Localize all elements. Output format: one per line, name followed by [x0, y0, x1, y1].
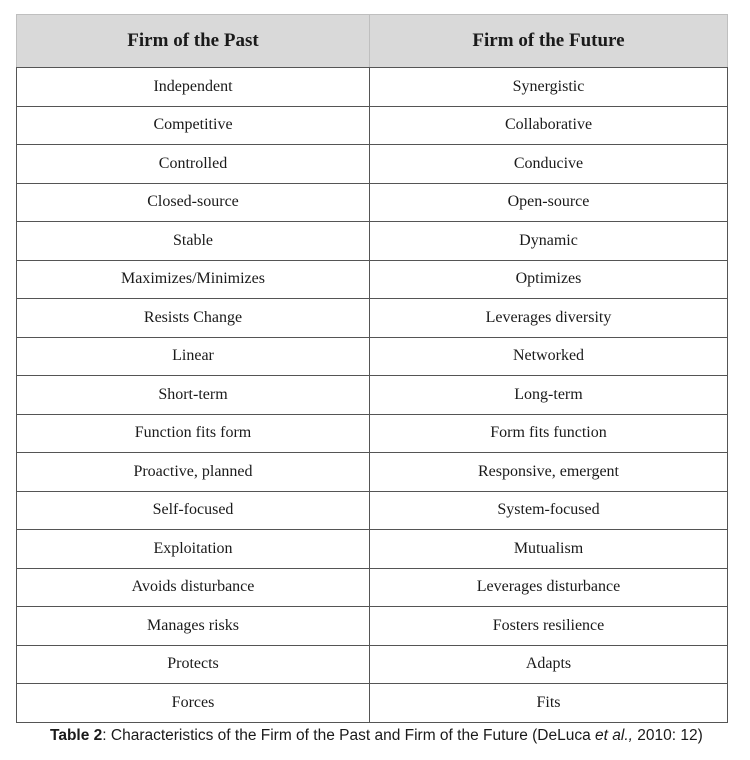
cell-firm-of-the-past: Avoids disturbance — [17, 568, 370, 607]
table-body — [17, 68, 728, 723]
cell-firm-of-the-future: Fits — [370, 684, 728, 723]
table-row — [17, 299, 728, 338]
table-caption — [50, 727, 703, 745]
table-row — [17, 106, 728, 145]
cell-firm-of-the-past: Short-term — [17, 376, 370, 415]
table-row — [17, 607, 728, 646]
cell-firm-of-the-future: Open-source — [370, 183, 728, 222]
cell-firm-of-the-past: Closed-source — [17, 183, 370, 222]
table-row — [17, 684, 728, 723]
cell-firm-of-the-future: Mutualism — [370, 530, 728, 569]
cell-firm-of-the-past: Resists Change — [17, 299, 370, 338]
caption-italic: et al., — [595, 727, 633, 744]
table-row — [17, 453, 728, 492]
cell-firm-of-the-future: Conducive — [370, 145, 728, 184]
cell-firm-of-the-future: Adapts — [370, 645, 728, 684]
cell-firm-of-the-future: Form fits function — [370, 414, 728, 453]
comparison-table — [16, 14, 728, 723]
table-row — [17, 568, 728, 607]
cell-firm-of-the-past: Stable — [17, 222, 370, 261]
table-header — [17, 15, 728, 68]
header-row — [17, 15, 728, 68]
cell-firm-of-the-future: Leverages disturbance — [370, 568, 728, 607]
cell-firm-of-the-past: Forces — [17, 684, 370, 723]
cell-firm-of-the-future: Fosters resilience — [370, 607, 728, 646]
table-row — [17, 260, 728, 299]
cell-firm-of-the-past: Competitive — [17, 106, 370, 145]
cell-firm-of-the-past: Proactive, planned — [17, 453, 370, 492]
comparison-table-container — [16, 14, 727, 723]
cell-firm-of-the-future: Networked — [370, 337, 728, 376]
table-row — [17, 337, 728, 376]
cell-firm-of-the-future: Long-term — [370, 376, 728, 415]
cell-firm-of-the-past: Self-focused — [17, 491, 370, 530]
header-firm-of-the-past: Firm of the Past — [17, 15, 370, 68]
cell-firm-of-the-past: Protects — [17, 645, 370, 684]
cell-firm-of-the-future: Leverages diversity — [370, 299, 728, 338]
cell-firm-of-the-future: Synergistic — [370, 68, 728, 107]
table-row — [17, 68, 728, 107]
cell-firm-of-the-past: Function fits form — [17, 414, 370, 453]
table-row — [17, 491, 728, 530]
table-row — [17, 414, 728, 453]
header-firm-of-the-future: Firm of the Future — [370, 15, 728, 68]
table-row — [17, 183, 728, 222]
cell-firm-of-the-past: Manages risks — [17, 607, 370, 646]
cell-firm-of-the-past: Independent — [17, 68, 370, 107]
cell-firm-of-the-past: Exploitation — [17, 530, 370, 569]
caption-text-after: 2010: 12) — [632, 727, 703, 744]
cell-firm-of-the-past: Linear — [17, 337, 370, 376]
caption-text-before: : Characteristics of the Firm of the Past and Firm of the Future (DeLuca — [102, 727, 596, 744]
cell-firm-of-the-future: Responsive, emergent — [370, 453, 728, 492]
cell-firm-of-the-future: System-focused — [370, 491, 728, 530]
table-row — [17, 145, 728, 184]
caption-label: Table 2 — [50, 727, 103, 744]
table-row — [17, 645, 728, 684]
cell-firm-of-the-future: Collaborative — [370, 106, 728, 145]
table-row — [17, 376, 728, 415]
table-row — [17, 530, 728, 569]
cell-firm-of-the-past: Controlled — [17, 145, 370, 184]
cell-firm-of-the-future: Dynamic — [370, 222, 728, 261]
table-row — [17, 222, 728, 261]
cell-firm-of-the-past: Maximizes/Minimizes — [17, 260, 370, 299]
cell-firm-of-the-future: Optimizes — [370, 260, 728, 299]
